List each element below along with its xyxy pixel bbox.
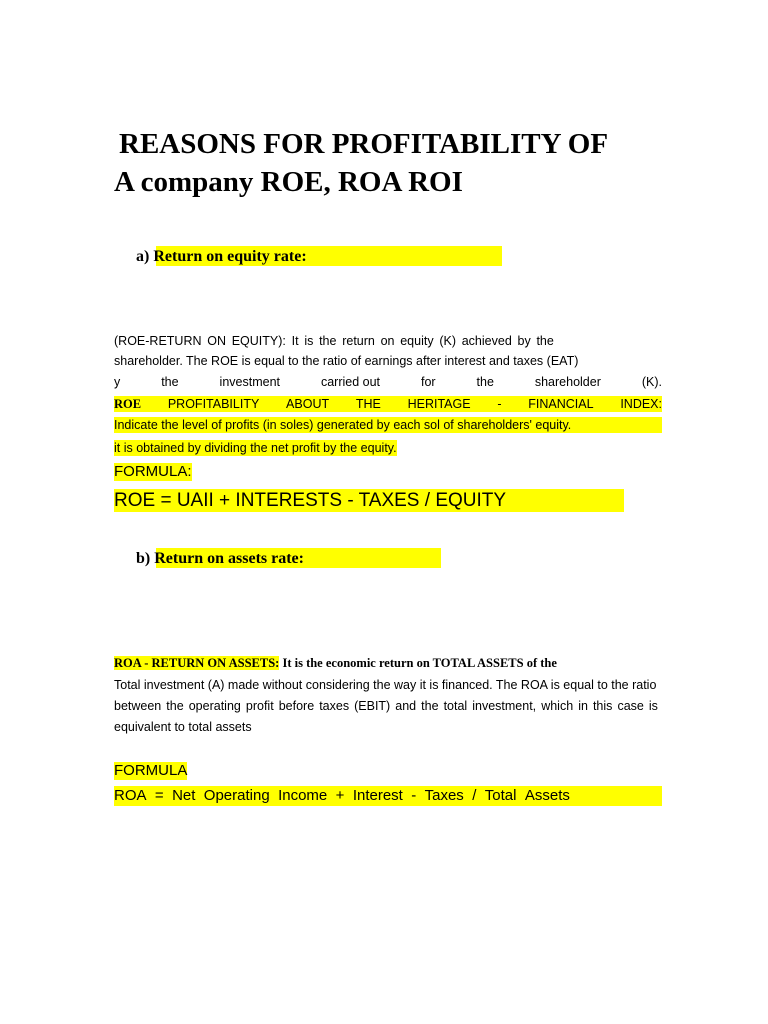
title-line-2: A company ROE, ROA ROI — [114, 166, 463, 198]
roa-label: ROA - RETURN ON ASSETS: — [114, 656, 280, 670]
word: y — [114, 375, 121, 389]
word: and — [395, 699, 417, 713]
word: the — [166, 699, 184, 713]
word: It — [291, 334, 299, 348]
roa-formula — [114, 787, 570, 805]
word: Taxes — [424, 787, 464, 804]
roe-para-line-1 — [114, 333, 554, 349]
word: ABOUT — [286, 397, 330, 411]
word: / — [472, 787, 477, 804]
word: achieved — [461, 334, 512, 348]
word: total — [443, 699, 468, 713]
word: this — [592, 699, 613, 713]
word: which — [541, 699, 574, 713]
word: + — [335, 787, 345, 804]
word: - — [411, 787, 417, 804]
roe-para-line-3 — [114, 374, 662, 390]
roe-para-line-2: shareholder. The ROE is equal to the ratio of earnings after interest and taxes (EAT) — [114, 354, 579, 368]
word: is — [304, 334, 314, 348]
word: between — [114, 699, 162, 713]
roa-para-line-2: Total investment (A) made without considering the way it is financed. The ROA is equal to the ratio — [114, 678, 657, 692]
word: is — [648, 699, 658, 713]
roa-formula-label: FORMULA — [114, 762, 188, 779]
word: (K) — [439, 334, 456, 348]
word: the — [476, 375, 494, 389]
word: Operating — [203, 787, 270, 804]
word: for — [420, 375, 436, 389]
section-b-title: Return on assets rate: — [154, 550, 304, 567]
word: on — [380, 334, 395, 348]
word: (ROE-RETURN — [114, 334, 202, 348]
word: return — [342, 334, 375, 348]
word: (EBIT) — [354, 699, 391, 713]
roa-line-1-rest: It is the economic return on TOTAL ASSETS of the — [279, 656, 557, 670]
word: (K). — [641, 375, 662, 389]
word: Income — [278, 787, 328, 804]
word: INDEX: — [620, 397, 662, 411]
roa-para-line-4: equivalent to total assets — [114, 720, 252, 734]
word: = — [154, 787, 164, 804]
roe-para-line-5: Indicate the level of profits (in soles) generated by each sol of shareholders' equity. — [114, 418, 572, 432]
word: before — [278, 699, 315, 713]
word: - — [497, 397, 502, 411]
roa-para-line-1 — [114, 655, 557, 671]
word: FINANCIAL — [528, 397, 594, 411]
word: investment — [219, 375, 280, 389]
section-b-heading — [136, 549, 304, 569]
section-a-marker: a) — [136, 248, 150, 265]
word: ROA — [114, 787, 147, 804]
roe-formula-label: FORMULA: — [114, 463, 192, 480]
section-b-marker: b) — [136, 550, 151, 567]
roa-para-line-3 — [114, 698, 658, 714]
word: the — [319, 334, 337, 348]
word: ON — [207, 334, 226, 348]
word: in — [578, 699, 588, 713]
word: taxes — [319, 699, 350, 713]
word: PROFITABILITY — [167, 397, 260, 411]
roe-label: ROE — [114, 397, 142, 411]
word: Assets — [524, 787, 570, 804]
word: Net — [172, 787, 196, 804]
title-line-1: REASONS FOR PROFITABILITY OF — [119, 128, 609, 160]
section-a-heading — [136, 247, 307, 267]
word: carried out — [320, 375, 381, 389]
section-a-title: Return on equity rate: — [153, 248, 307, 265]
word: by — [517, 334, 531, 348]
word: the — [421, 699, 439, 713]
word: THE — [355, 397, 381, 411]
word: operating — [188, 699, 241, 713]
word: the — [161, 375, 179, 389]
roe-formula: ROE = UAII + INTERESTS - TAXES / EQUITY — [114, 490, 507, 511]
word: the — [536, 334, 554, 348]
word: HERITAGE — [407, 397, 471, 411]
word: shareholder — [534, 375, 601, 389]
word: EQUITY): — [231, 334, 286, 348]
word: Interest — [352, 787, 403, 804]
word: investment, — [472, 699, 537, 713]
word: Total — [484, 787, 517, 804]
word: case — [617, 699, 644, 713]
roe-para-line-6: it is obtained by dividing the net profit by the equity. — [114, 441, 397, 455]
roe-para-line-4 — [114, 396, 662, 412]
word: equity — [400, 334, 434, 348]
word: profit — [245, 699, 274, 713]
